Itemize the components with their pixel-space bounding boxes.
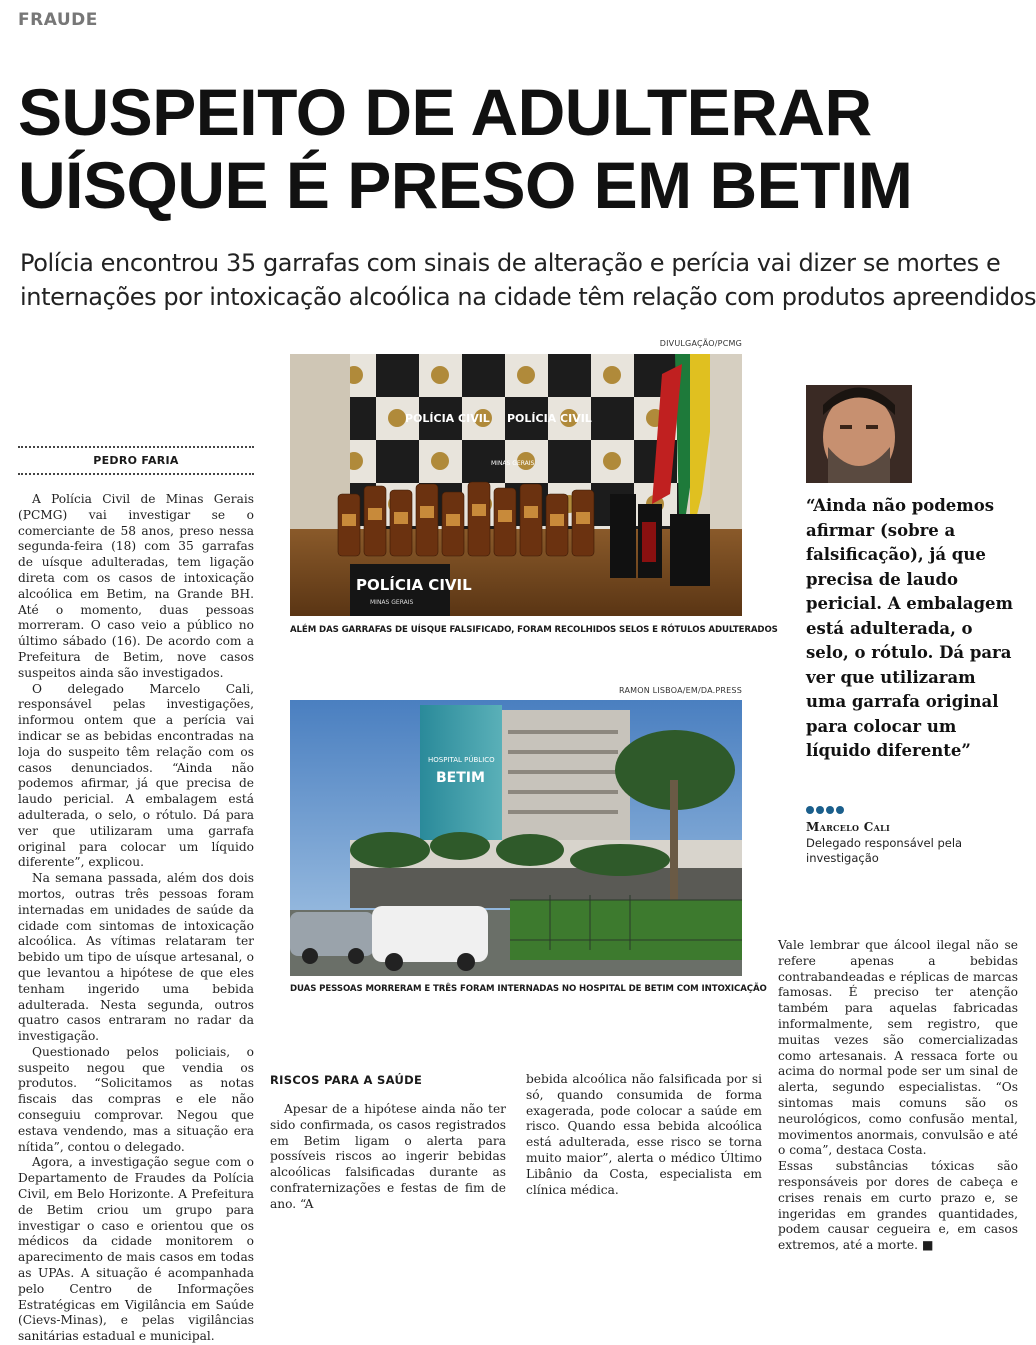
subhead-line-1: Polícia encontrou 35 garrafas com sinais de alteração e perícia vai dizer se mortes e <box>20 249 1001 277</box>
photo-seized-bottles <box>290 354 742 616</box>
paragraph: Questionado pelos policiais, o suspeito negou que vendia os produtos. “Solicitamos as notas fiscais das compras e ele não conseguiu comprovar. Negou que estava vendendo, mas a situação era nítida”, contou o delegado. <box>18 1044 254 1154</box>
section-tag: FRAUDE <box>18 10 98 30</box>
subhead <box>20 246 1036 314</box>
subhead-line-2: internações por intoxicação alcoólica na cidade têm relação com produtos apreendidos <box>20 283 1036 311</box>
hospital-sign-text: HOSPITAL PÚBLICO <box>428 756 495 764</box>
backdrop-logo-text: POLÍCIA CIVIL <box>405 412 490 425</box>
hospital-name-text: BETIM <box>436 770 485 786</box>
risks-column-2 <box>526 1072 762 1198</box>
backdrop-logo-subtext: MINAS GERAIS <box>491 460 535 467</box>
paragraph: Na semana passada, além dos dois mortos, outras três pessoas foram internadas em unidades de saúde da cidade com sintomas de intoxicação alcoólica. As vítimas relataram ter bebido um tipo de uísque artesanal, o que levantou a hipótese de que eles tenham ingerido uma bebida adulterada. Nesta segunda, outros quatro casos entraram no radar da investigação. <box>18 871 254 1044</box>
quote-author-role: Delegado responsável pela investigação <box>806 836 963 865</box>
quote-dots <box>806 806 844 814</box>
paragraph: bebida alcoólica não falsificada por si só, quando consumida de forma exagerada, pode colocar a saúde em risco. Quando essa bebida alcoólica está adulterada, esse risco se torna muito maior”, alerta o médico Último Libânio da Costa, especialista em clínica médica. <box>526 1072 762 1197</box>
headline <box>18 76 1018 222</box>
paragraph: Essas substâncias tóxicas são responsáveis por dores de cabeça e crises renais em curto prazo e, se ingeridas em grandes quantidades, podem causar cegueira e, em casos extremos, até a morte. ■ <box>778 1159 1018 1253</box>
photo-credit: DIVULGAÇÃO/PCMG <box>659 339 742 348</box>
pull-quote: “Ainda não podemos afirmar (sobre a falsificação), já que precisa de laudo pericial. A embalagem está adulterada, o selo, o rótulo. Dá para ver que utilizaram uma garrafa original para colocar um líquido diferente” <box>806 496 1013 760</box>
paragraph: Agora, a investigação segue com o Departamento de Fraudes da Polícia Civil, em Belo Horizonte. A Prefeitura de Betim criou um grupo para investigar o caso e orientou que os médicos da cidade monitorem o aparecimento de mais casos em todas as UPAs. A situação é acompanhada pelo Centro de Informações Estratégicas em Vigilância em Saúde (Cievs-Minas), e pelas vigilâncias sanitárias estadual e municipal. <box>18 1155 254 1344</box>
risks-column-1 <box>270 1102 506 1213</box>
paragraph: Vale lembrar que álcool ilegal não se refere apenas a bebidas contrabandeadas e réplicas de marcas famosas. É preciso ter atenção também para aquelas fabricadas informalmente, sem registro, que muitas vezes são comercializadas como artesanais. A ressaca forte ou acima do normal pode ser um sinal de alerta, segundo especialistas. “Os sintomas mais comuns são os neurológicos, como confusão mental, movimentos anormais, convulsão e até o coma”, destaca Costa. <box>778 938 1018 1158</box>
headline-line-2: UÍSQUE É PRESO EM BETIM <box>18 148 913 222</box>
photo-caption: ALÉM DAS GARRAFAS DE UÍSQUE FALSIFICADO, FORAM RECOLHIDOS SELOS E RÓTULOS ADULTERADOS <box>290 625 778 635</box>
subsection-title: RISCOS PARA A SAÚDE <box>270 1073 423 1087</box>
quote-author: Marcelo Cali <box>806 820 891 834</box>
paragraph: O delegado Marcelo Cali, responsável pelas investigações, informou ontem que a perícia vai indicar se as bebidas encontradas na loja do suspeito têm relação com os casos denunciados. “Ainda não podemos afirmar, já que precisa de laudo pericial. A embalagem está adulterada, o selo, o rótulo. Dá para ver que utilizaram uma garrafa original para colocar um líquido diferente”, explicou. <box>18 681 254 870</box>
photo-caption: DUAS PESSOAS MORRERAM E TRÊS FORAM INTERNADAS NO HOSPITAL DE BETIM COM INTOXICAÇÃO <box>290 984 767 994</box>
paragraph: Apesar de a hipótese ainda não ter sido confirmada, os casos registrados em Betim ligam o alerta para possíveis riscos ao ingerir bebidas alcoólicas falsificadas durante as confraternizações e festas de fim de ano. “A <box>270 1102 506 1211</box>
photo-hospital-betim <box>290 700 742 976</box>
table-sign-text: POLÍCIA CIVIL <box>356 576 472 594</box>
headline-line-1: SUSPEITO DE ADULTERAR <box>18 75 872 149</box>
photo-credit: RAMON LISBOA/EM/DA.PRESS <box>619 686 742 695</box>
table-sign-subtext: MINAS GERAIS <box>370 599 414 606</box>
byline: PEDRO FARIA <box>18 446 254 475</box>
portrait-marcelo-cali <box>806 385 912 483</box>
risks-column-3 <box>778 938 1018 1254</box>
backdrop-logo-text: POLÍCIA CIVIL <box>507 412 592 425</box>
paragraph: A Polícia Civil de Minas Gerais (PCMG) vai investigar se o comerciante de 58 anos, preso nessa segunda-feira (18) com 35 garrafas de uísque adulteradas, tem ligação direta com os casos de intoxicação alcoólica em Betim, na Grande BH. Até o momento, duas pessoas morreram. O caso veio a público no último sábado (16). De acordo com a Prefeitura de Betim, nove casos suspeitos ainda são investigados. <box>18 492 254 680</box>
article-body-left <box>18 492 254 1345</box>
